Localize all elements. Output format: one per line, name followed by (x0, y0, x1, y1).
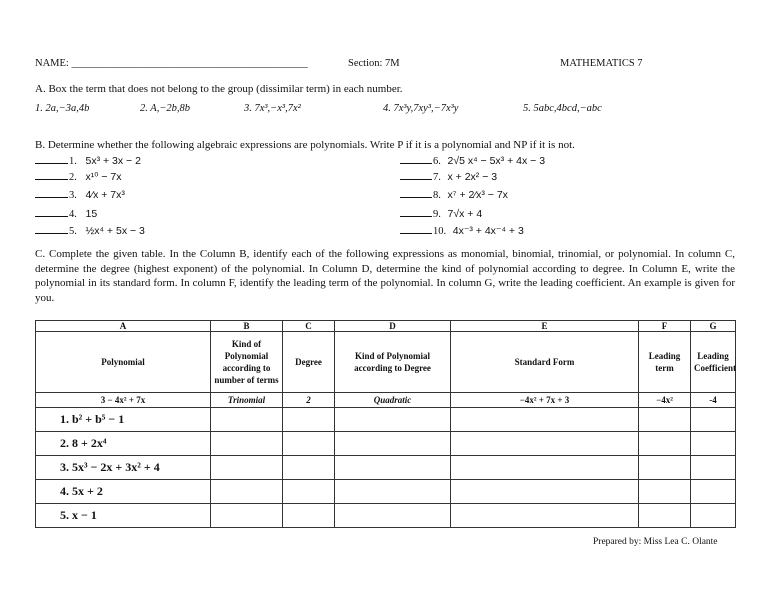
column-letter: G (691, 321, 736, 332)
prepared-by: Prepared by: Miss Lea C. Olante (593, 537, 718, 547)
column-letter: D (335, 321, 451, 332)
part-b-item-10: 10. 4x⁻³ + 4x⁻⁴ + 3 (400, 225, 524, 237)
answer-blank[interactable] (400, 189, 432, 198)
example-row (36, 393, 736, 408)
column-header: Kind of Polynomial according to Degree (335, 332, 451, 393)
answer-cell[interactable] (691, 408, 736, 432)
example-kind-degree: Quadratic (335, 393, 451, 408)
row-polynomial: 1. b² + b⁵ − 1 (36, 408, 211, 432)
example-leading-coefficient: -4 (691, 393, 736, 408)
answer-cell[interactable] (211, 408, 283, 432)
answer-cell[interactable] (639, 480, 691, 504)
column-header: Polynomial (36, 332, 211, 393)
answer-blank[interactable] (35, 208, 68, 217)
answer-cell[interactable] (451, 480, 639, 504)
row-polynomial: 5. x − 1 (36, 504, 211, 528)
answer-cell[interactable] (335, 456, 451, 480)
answer-blank[interactable] (400, 171, 432, 180)
part-b-item-2: 2. x¹⁰ − 7x (35, 171, 122, 183)
column-letter: F (639, 321, 691, 332)
column-letter: C (283, 321, 335, 332)
part-b-item-8: 8. x⁷ + 2⁄x³ − 7x (400, 189, 508, 201)
part-b-item-6: 6. 2√5 x⁴ − 5x³ + 4x − 3 (400, 155, 545, 167)
answer-cell[interactable] (691, 456, 736, 480)
part-b-item-5: 5. ½x⁴ + 5x − 3 (35, 225, 145, 237)
subject-label: MATHEMATICS 7 (560, 58, 643, 69)
part-b-item-7: 7. x + 2x² − 3 (400, 171, 497, 183)
answer-cell[interactable] (451, 504, 639, 528)
answer-cell[interactable] (691, 432, 736, 456)
answer-cell[interactable] (691, 480, 736, 504)
answer-cell[interactable] (691, 504, 736, 528)
column-header: Kind of Polynomial according to number of terms (211, 332, 283, 393)
answer-cell[interactable] (211, 456, 283, 480)
answer-blank[interactable] (400, 155, 432, 164)
table-row (36, 408, 736, 432)
answer-cell[interactable] (211, 504, 283, 528)
part-b-item-1: 1. 5x³ + 3x − 2 (35, 155, 141, 167)
column-letter: B (211, 321, 283, 332)
column-letter: A (36, 321, 211, 332)
answer-cell[interactable] (283, 456, 335, 480)
answer-cell[interactable] (639, 432, 691, 456)
answer-blank[interactable] (35, 189, 68, 198)
table-row (36, 432, 736, 456)
column-header-row (36, 332, 736, 393)
column-header: Standard Form (451, 332, 639, 393)
answer-cell[interactable] (283, 504, 335, 528)
part-a-item-3: 3. 7x³,−x³,7x² (244, 103, 301, 114)
answer-cell[interactable] (451, 432, 639, 456)
part-c-instruction: C. Complete the given table. In the Column B, identify each of the following expressions as monomial, binomial, trinomial, or polynomial. In column C, determine the degree (highest exponent) of the polynomial. In Column D, determine the kind of polynomial according to degree. In Column E, write the polynomial in its standard form. In column F, identify the leading term of the polynomial. In column G, write the leading coefficient. An example is given for you. (35, 248, 735, 304)
name-field-label: NAME: _____________________________________________ (35, 58, 308, 69)
column-letter-row (36, 321, 736, 332)
example-degree: 2 (283, 393, 335, 408)
part-a-item-1: 1. 2a,−3a,4b (35, 103, 90, 114)
part-b-item-4: 4. 15 (35, 208, 97, 220)
answer-cell[interactable] (335, 432, 451, 456)
part-a-item-5: 5. 5abc,4bcd,−abc (523, 103, 602, 114)
answer-blank[interactable] (35, 225, 68, 234)
example-standard-form: −4x² + 7x + 3 (451, 393, 639, 408)
answer-cell[interactable] (283, 480, 335, 504)
row-polynomial: 4. 5x + 2 (36, 480, 211, 504)
answer-blank[interactable] (400, 208, 432, 217)
answer-cell[interactable] (639, 456, 691, 480)
answer-cell[interactable] (639, 408, 691, 432)
answer-cell[interactable] (283, 432, 335, 456)
answer-cell[interactable] (451, 456, 639, 480)
column-header: Degree (283, 332, 335, 393)
example-leading-term: −4x² (639, 393, 691, 408)
part-b-instruction: B. Determine whether the following algebraic expressions are polynomials. Write P if it is a polynomial and NP if it is not. (35, 139, 575, 151)
answer-cell[interactable] (335, 408, 451, 432)
example-kind-terms: Trinomial (211, 393, 283, 408)
answer-cell[interactable] (335, 504, 451, 528)
answer-cell[interactable] (283, 408, 335, 432)
answer-cell[interactable] (211, 480, 283, 504)
part-b-item-9: 9. 7√x + 4 (400, 208, 482, 220)
answer-cell[interactable] (211, 432, 283, 456)
part-a-item-4: 4. 7x³y,7xy³,−7x³y (383, 103, 459, 114)
row-polynomial: 2. 8 + 2x⁴ (36, 432, 211, 456)
answer-blank[interactable] (400, 225, 432, 234)
answer-cell[interactable] (335, 480, 451, 504)
answer-cell[interactable] (451, 408, 639, 432)
example-polynomial: 3 − 4x² + 7x (36, 393, 211, 408)
part-a-item-2: 2. A,−2b,8b (140, 103, 191, 114)
column-header: Leading Coefficient (691, 332, 736, 393)
answer-cell[interactable] (639, 504, 691, 528)
polynomial-table (35, 320, 736, 528)
section-label: Section: 7M (348, 58, 400, 69)
column-header: Leading term (639, 332, 691, 393)
row-polynomial: 3. 5x³ − 2x + 3x² + 4 (36, 456, 211, 480)
answer-blank[interactable] (35, 171, 68, 180)
table-row (36, 456, 736, 480)
part-b-item-3: 3. 4⁄x + 7x³ (35, 189, 125, 201)
table-row (36, 480, 736, 504)
part-a-instruction: A. Box the term that does not belong to the group (dissimilar term) in each number. (35, 83, 403, 95)
column-letter: E (451, 321, 639, 332)
answer-blank[interactable] (35, 155, 68, 164)
table-row (36, 504, 736, 528)
